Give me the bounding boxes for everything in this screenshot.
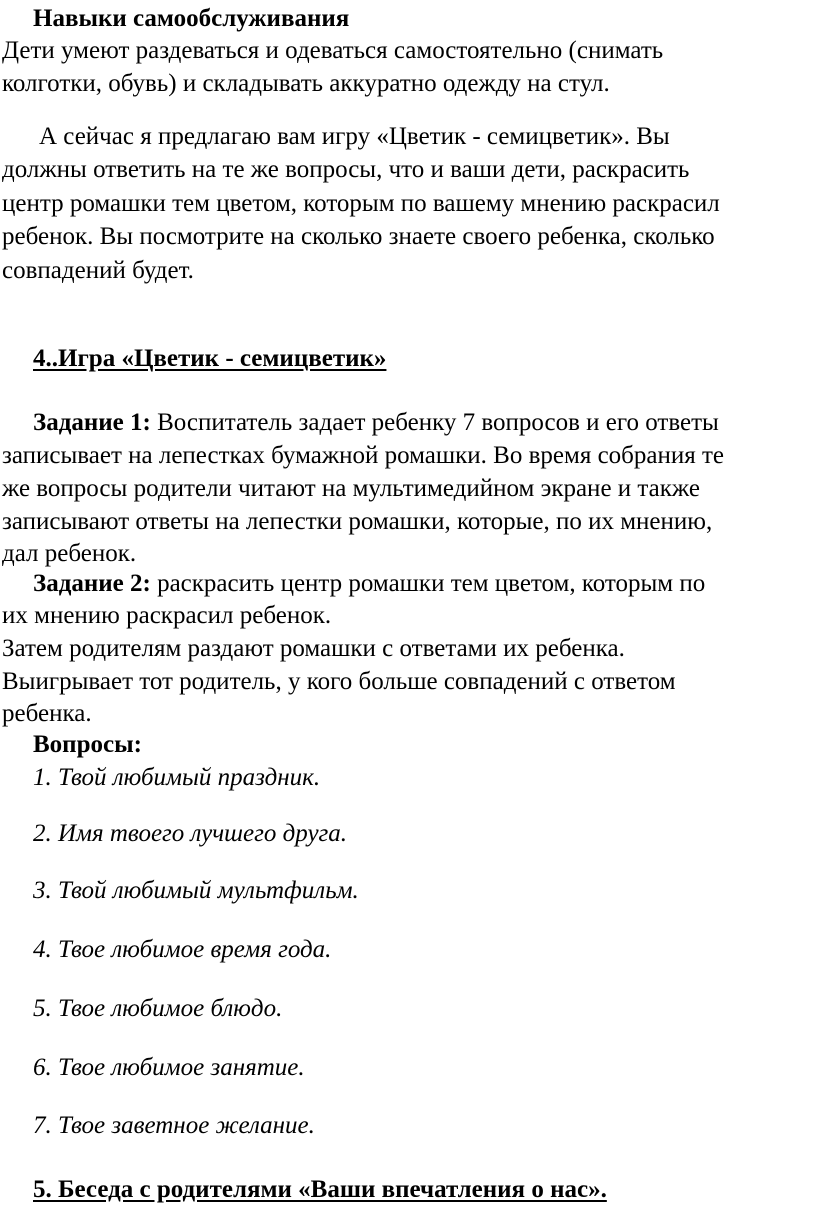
question-item: 4. Твое любимое время года. <box>33 936 332 963</box>
question-item: 6. Твое любимое занятие. <box>33 1054 305 1081</box>
body-text-line: Выигрывает тот родитель, у кого больше совпадений с ответом <box>2 668 676 695</box>
body-text-line: ребенок. Вы посмотрите на сколько знаете своего ребенка, сколько <box>2 223 715 250</box>
body-text-line: совпадений будет. <box>2 257 194 284</box>
body-text-line: записывают ответы на лепестки ромашки, которые, по их мнению, <box>2 508 713 535</box>
section-heading-talk: 5. Беседа с родителями «Ваши впечатления о нас». <box>33 1176 607 1203</box>
task2-label: Задание 2: <box>33 570 151 597</box>
body-text-line: А сейчас я предлагаю вам игру «Цветик - семицветик». Вы <box>39 123 670 150</box>
body-text-line: же вопросы родители читают на мультимедийном экране и также <box>2 475 700 502</box>
task1-text: Воспитатель задает ребенку 7 вопросов и его ответы <box>150 409 719 436</box>
section-heading-self-care: Навыки самообслуживания <box>33 5 350 32</box>
body-text-line: Дети умеют раздеваться и одеваться самостоятельно (снимать <box>2 37 664 64</box>
task2-first-line <box>33 566 705 601</box>
task1-first-line <box>33 405 719 440</box>
body-text-line: дал ребенок. <box>2 540 137 567</box>
question-item: 1. Твой любимый праздник. <box>33 764 321 791</box>
task2-text: раскрасить центр ромашки тем цветом, которым по <box>150 570 706 597</box>
body-text-line: ребенка. <box>2 700 92 727</box>
body-text-line: записывает на лепестках бумажной ромашки. Во время собрания те <box>2 442 725 469</box>
section-heading-game: 4..Игра «Цветик - семицветик» <box>33 345 387 372</box>
body-text-line: должны ответить на те же вопросы, что и ваши дети, раскрасить <box>2 156 690 183</box>
question-item: 5. Твое любимое блюдо. <box>33 995 283 1022</box>
body-text-line: центр ромашки тем цветом, которым по вашему мнению раскрасил <box>2 190 720 217</box>
body-text-line: их мнению раскрасил ребенок. <box>2 602 332 629</box>
questions-label: Вопросы: <box>33 731 142 758</box>
body-text-line: Затем родителям раздают ромашки с ответами их ребенка. <box>2 635 625 662</box>
body-text-line: колготки, обувь) и складывать аккуратно одежду на стул. <box>2 70 610 97</box>
question-item: 7. Твое заветное желание. <box>33 1112 315 1139</box>
question-item: 2. Имя твоего лучшего друга. <box>33 820 348 847</box>
task1-label: Задание 1: <box>33 409 151 436</box>
question-item: 3. Твой любимый мультфильм. <box>33 877 359 904</box>
